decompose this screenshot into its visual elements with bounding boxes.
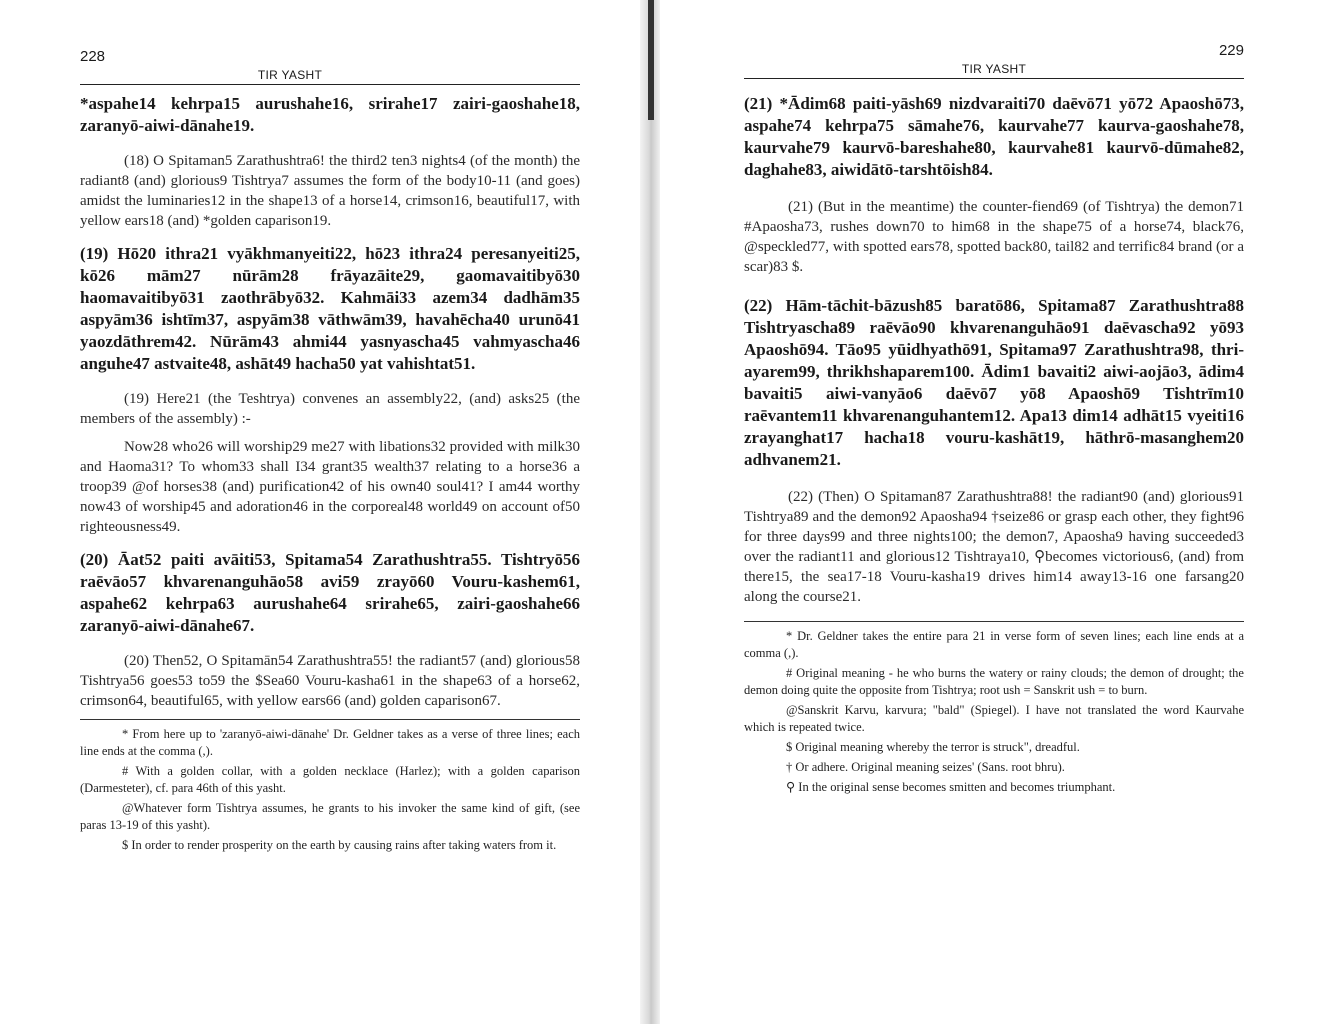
avesta-verse-19: (19) Hō20 ithra21 vyākhmanyeiti22, hō23 ithra24 peresanyeiti25, kō26 mām27 nūrām28 frāyazāite29, gaomavaitibyō30 haomavaitibyō31 zaothrābyō32. Kahmāi33 azem34 dadhām35 aspyām36 ishtīm37, aspyām38 vāthwām39, havahēcha40 urunō41 yaozdāthrem42. Nūrām43 ahmi44 yasnyascha45 vahmyascha46 anguhe47 astvaite48, ashāt49 hacha50 yat vahishtat51. bbox=[80, 244, 580, 373]
translation-19-intro: (19) Here21 (the Teshtrya) convenes an assembly22, (and) asks25 (the members of the assembly) :- bbox=[80, 391, 580, 427]
footnote: * Dr. Geldner takes the entire para 21 in verse form of seven lines; each line ends at a comma (,). bbox=[744, 629, 1244, 660]
avesta-verse-21: (21) *Ādim68 paiti-yāsh69 nizdvaraiti70 daēvō71 yō72 Apaoshō73, aspahe74 kehrpa75 sāmahe76, kaurvahe77 kaurva-gaoshahe78, kaurvahe79 kaurvō-bareshahe80, kaurvahe81 kaurvō-dūmahe82, daghahe83, aiwidātō-tarshtōish84. bbox=[744, 94, 1244, 179]
left-page bbox=[0, 0, 640, 1024]
left-footnotes bbox=[80, 726, 580, 854]
translation-20: (20) Then52, O Spitamān54 Zarathushtra55! the radiant57 (and) glorious58 Tishtrya56 goes53 to59 the $Sea60 Vouru-kasha61 in the shape63 of a horse62, crimson64, beautiful65, with yellow ears66 (and) golden caparison67. bbox=[80, 653, 580, 709]
footnote: # With a golden collar, with a golden necklace (Harlez); with a golden caparison (Darmesteter), cf. para 46th of this yasht. bbox=[80, 764, 580, 795]
avesta-verse-22: (22) Hām-tāchit-bāzush85 baratō86, Spitama87 Zarathushtra88 Tishtryascha89 raēvāo90 khvarenanguhāo91 daēvascha92 yō93 Apaoshō94. Tāo95 yūidhyathō91, Spitama97 Zarathushtra98, thri-ayarem99, thrikhshaparem100. Ādim1 bavaiti2 aiwi-aojāo3, ādim4 bavaiti5 aiwi-vanyāo6 daēvō7 yō8 Apaoshō9 Tishtrīm10 raēvantem11 khvarenanguhantem12. Apa13 dim14 adhāt15 vyeiti16 zrayanghat17 hacha18 vouru-kashāt19, hāthrō-masanghem20 adhvanem21. bbox=[744, 296, 1244, 469]
footnote: # Original meaning - he who burns the watery or rainy clouds; the demon of drought; the demon doing quite the opposite from Tishtrya; root ush = Sanskrit ush = to burn. bbox=[744, 666, 1244, 697]
right-running-head bbox=[744, 42, 1244, 79]
book-gutter bbox=[640, 0, 660, 1024]
left-running-title: TIR YASHT bbox=[257, 68, 323, 82]
right-footnotes bbox=[744, 628, 1244, 796]
right-running-title: TIR YASHT bbox=[961, 62, 1027, 76]
translation-21: (21) (But in the meantime) the counter-fiend69 (of Tishtrya) the demon71 #Apaosha73, rushes down70 to him68 in the shape75 of a horse74, black76, @speckled77, with spotted ears78, spotted back80, tail82 and terrific84 brand (or a scar)83 $. bbox=[744, 199, 1244, 275]
right-page-number: 229 bbox=[1218, 42, 1244, 59]
footnote: * From here up to 'zaranyō-aiwi-dānahe' Dr. Geldner takes as a verse of three lines; each line ends at the comma (,). bbox=[80, 727, 580, 758]
footnote: @Sanskrit Karvu, karvura; "bald" (Spiegel). I have not translated the word Kaurvahe which is repeated twice. bbox=[744, 703, 1244, 734]
footnote: ⚲ In the original sense becomes smitten and becomes triumphant. bbox=[786, 780, 1116, 794]
left-running-head bbox=[80, 48, 580, 85]
avesta-verse-18-end: *aspahe14 kehrpa15 aurushahe16, srirahe17 zairi-gaoshahe18, zaranyō-aiwi-dānahe19. bbox=[80, 94, 580, 135]
right-page-content bbox=[744, 42, 1244, 796]
right-footnote-rule bbox=[744, 621, 1244, 622]
footnote: † Or adhere. Original meaning seizes' (Sans. root bhru). bbox=[786, 760, 1065, 774]
translation-18: (18) O Spitaman5 Zarathushtra6! the third2 ten3 nights4 (of the month) the radiant8 (and) glorious9 Tishtrya7 assumes the form of the body10-11 (and goes) amidst the luminaries12 in the shape13 of a horse14, crimson16, beautiful17, with yellow ears18 (and) *golden caparison19. bbox=[80, 153, 580, 229]
footnote: @Whatever form Tishtrya assumes, he grants to his invoker the same kind of gift, (see paras 13-19 of this yasht). bbox=[80, 801, 580, 832]
left-footnote-rule bbox=[80, 719, 580, 720]
gutter-shadow bbox=[648, 0, 654, 120]
footnote: $ In order to render prosperity on the earth by causing rains after taking waters from it. bbox=[122, 838, 557, 852]
footnote: $ Original meaning whereby the terror is struck", dreadful. bbox=[786, 740, 1080, 754]
left-page-number: 228 bbox=[80, 48, 106, 65]
translation-19-speech: Now28 who26 will worship29 me27 with libations32 provided with milk30 and Haoma31? To whom33 shall I34 grant35 wealth37 relating to a horse36 a troop39 @of horses38 (and) purification42 of his own40 soul41? I am44 worthy now43 of worship45 and adoration46 in the corporeal48 world49 on account of50 righteousness49. bbox=[80, 439, 580, 535]
right-page bbox=[660, 0, 1320, 1024]
left-page-content bbox=[80, 48, 580, 854]
avesta-verse-20: (20) Āat52 paiti avāiti53, Spitama54 Zarathushtra55. Tishtryō56 raēvāo57 khvarenanguhāo58 avi59 zrayō60 Vouru-kashem61, aspahe62 kehrpa63 aurushahe64 srirahe65, zairi-gaoshahe66 zaranyō-aiwi-dānahe67. bbox=[80, 550, 580, 635]
translation-22: (22) (Then) O Spitaman87 Zarathushtra88! the radiant90 (and) glorious91 Tishtrya89 and the demon92 Apaosha94 †seize86 or grasp each other, they fight96 for three days99 and three nights100; the demon7, Apaosha9 having succeeded3 over the radiant11 and glorious12 Tishtraya10, ⚲becomes victorious6, (and) from there15, the sea17-18 Vouru-kasha19 drives him14 away13-16 one farsang20 along the course21. bbox=[744, 489, 1244, 605]
